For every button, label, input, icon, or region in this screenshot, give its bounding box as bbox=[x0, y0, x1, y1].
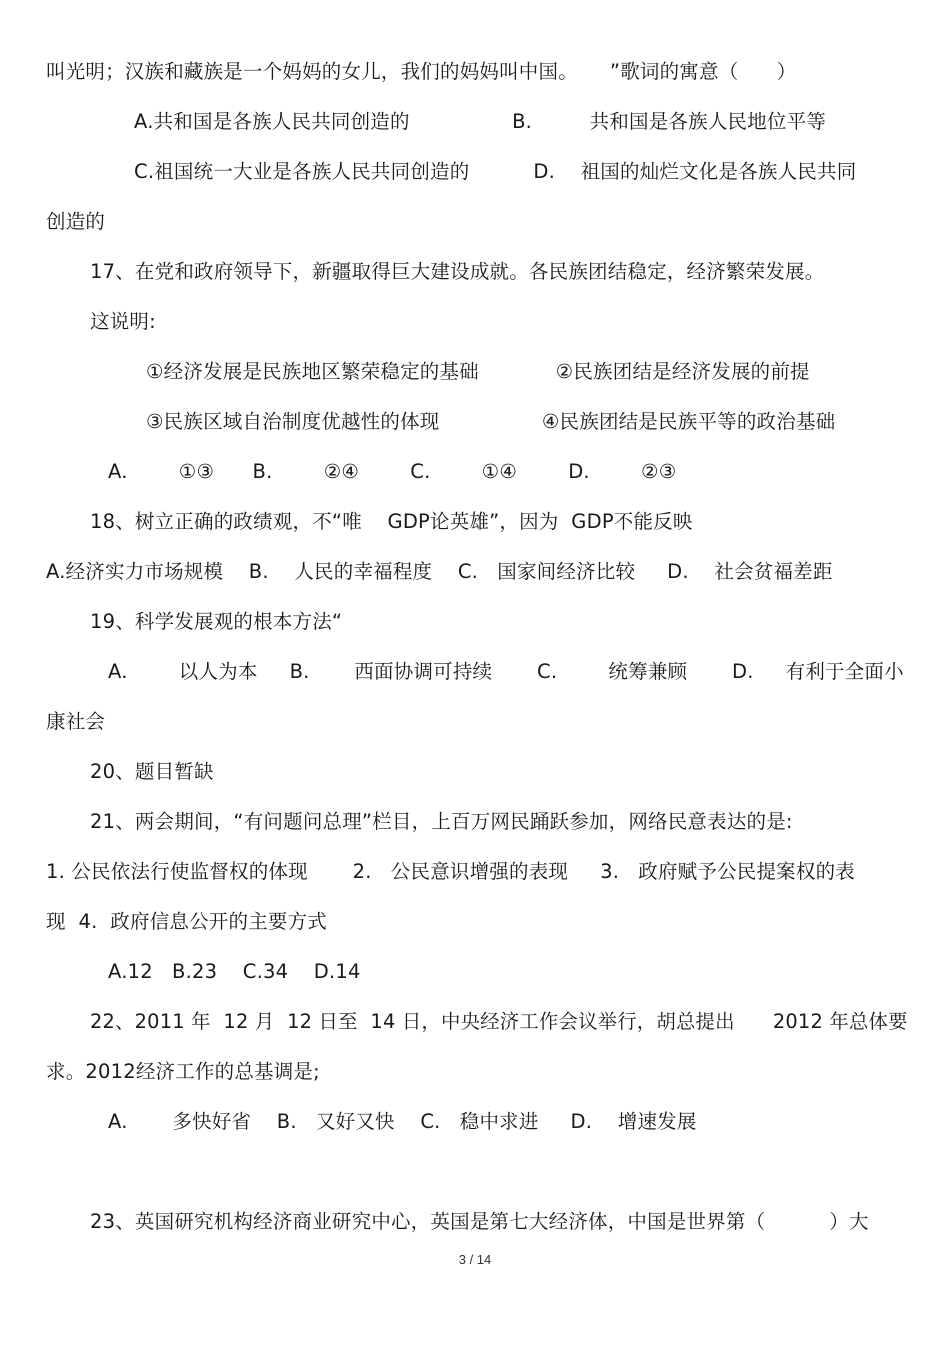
q16-options-cd: C.祖国统一大业是各族人民共同创造的 D. 祖国的灿烂文化是各族人民共同 bbox=[134, 160, 857, 183]
q18-options: A.经济实力市场规模 B. 人民的幸福程度 C. 国家间经济比较 D. 社会贫福差距 bbox=[46, 560, 833, 583]
q18-stem: 18、树立正确的政绩观，不“唯 GDP论英雄”，因为 GDP不能反映 bbox=[90, 510, 693, 533]
q22-stem-continuation: 求。2012经济工作的总基调是; bbox=[46, 1060, 320, 1083]
q21-options: A.12 B.23 C.34 D.14 bbox=[108, 960, 361, 983]
q17-statements-12: ①经济发展是民族地区繁荣稳定的基础 ②民族团结是经济发展的前提 bbox=[146, 360, 810, 383]
q16-stem-continuation: 叫光明；汉族和藏族是一个妈妈的女儿，我们的妈妈叫中国。 ”歌词的寓意（ ） bbox=[46, 60, 797, 83]
page-number: 3 / 14 bbox=[458, 1252, 492, 1267]
q19-stem: 19、科学发展观的根本方法“ bbox=[90, 610, 343, 633]
q17-options: A. ①③ B. ②④ C. ①④ D. ②③ bbox=[108, 460, 677, 483]
q16-option-d-continuation: 创造的 bbox=[46, 210, 106, 233]
q22-stem: 22、2011 年 12 月 12 日至 14 日，中央经济工作会议举行，胡总提出 2012 年总体要 bbox=[90, 1010, 908, 1033]
q21-statements-continuation: 现 4. 政府信息公开的主要方式 bbox=[46, 910, 327, 933]
q17-stem-continuation: 这说明: bbox=[90, 310, 156, 333]
q22-options: A. 多快好省 B. 又好又快 C. 稳中求进 D. 增速发展 bbox=[108, 1110, 697, 1133]
q21-statements: 1. 公民依法行使监督权的体现 2. 公民意识增强的表现 3. 政府赋予公民提案权的表 bbox=[46, 860, 855, 883]
q16-options-ab: A.共和国是各族人民共同创造的 B. 共和国是各族人民地位平等 bbox=[134, 110, 827, 133]
q19-options: A. 以人为本 B. 西面协调可持续 C. 统筹兼顾 D. 有利于全面小 bbox=[108, 660, 904, 683]
q23-stem: 23、英国研究机构经济商业研究中心，英国是第七大经济体，中国是世界第（ ）大 bbox=[90, 1210, 869, 1233]
q17-statements-34: ③民族区域自治制度优越性的体现 ④民族团结是民族平等的政治基础 bbox=[146, 410, 836, 433]
q17-stem: 17、在党和政府领导下，新疆取得巨大建设成就。各民族团结稳定，经济繁荣发展。 bbox=[90, 260, 825, 283]
q19-option-d-continuation: 康社会 bbox=[46, 710, 106, 733]
q20-stem: 20、题目暂缺 bbox=[90, 760, 214, 783]
q21-stem: 21、两会期间，“有问题问总理”栏目，上百万网民踊跃参加，网络民意表达的是: bbox=[90, 810, 793, 833]
